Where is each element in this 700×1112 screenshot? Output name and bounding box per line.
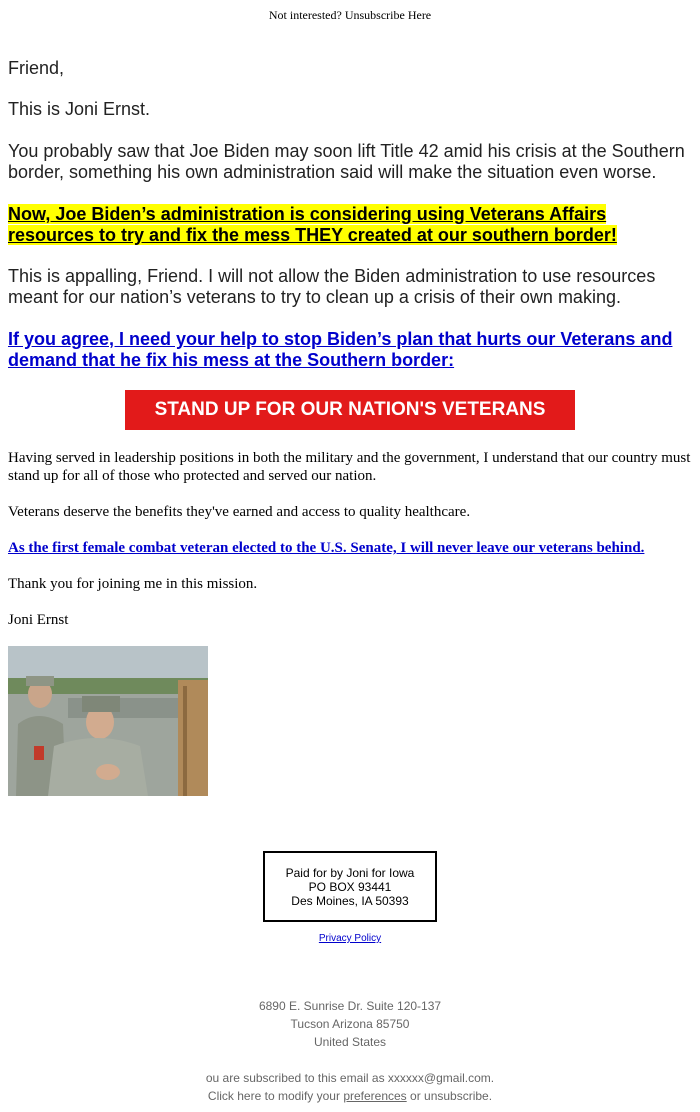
intro-text: This is Joni Ernst.: [8, 99, 151, 119]
deserve-paragraph: Veterans deserve the benefits they've earned and access to quality healthcare.: [8, 504, 471, 520]
stand-up-veterans-button[interactable]: STAND UP FOR OUR NATION'S VETERANS: [125, 390, 575, 430]
paid-line-3: Des Moines, IA 50393: [291, 893, 409, 908]
unsubscribe-link[interactable]: Not interested? Unsubscribe Here: [268, 8, 432, 22]
soldiers-photo: [8, 646, 208, 796]
signature: Joni Ernst: [8, 612, 69, 628]
modify-suffix: or unsubscribe.: [406, 1089, 493, 1103]
subscribed-text: ou are subscribed to this email as xxxxxx@gmail.com.: [205, 1071, 495, 1085]
greeting-text: Friend,: [8, 58, 65, 78]
privacy-container: [0, 933, 700, 944]
paid-for-box: [263, 851, 437, 922]
address-line-2: Tucson Arizona 85750: [290, 1017, 410, 1031]
female-veteran-paragraph: [8, 539, 692, 557]
appalling-paragraph: This is appalling, Friend. I will not allow the Biden administration to use resources meant for our nation’s veterans to try to clean up a crisis of their own making.: [8, 266, 656, 307]
modify-prefix: Click here to modify your: [207, 1089, 344, 1103]
paid-line-2: PO BOX 93441: [308, 879, 392, 894]
title42-paragraph: You probably saw that Joe Biden may soon lift Title 42 amid his crisis at the Southern border, something his own administration said will make the situation even worse.: [8, 141, 685, 182]
preferences-link[interactable]: preferences: [343, 1089, 407, 1103]
cta-container: [0, 390, 700, 430]
paid-line-1: Paid for by Joni for Iowa: [285, 865, 415, 880]
unsubscribe-bar: [0, 8, 700, 23]
address-line-1: 6890 E. Sunrise Dr. Suite 120-137: [258, 999, 442, 1013]
highlight-text: Now, Joe Biden’s administration is considering using Veterans Affairs resources to try and fix the mess THEY created at our southern border!: [8, 204, 617, 245]
highlight-paragraph: [8, 204, 692, 246]
thanks-paragraph: Thank you for joining me in this mission.: [8, 576, 258, 592]
subscription-note: [0, 1069, 700, 1105]
agree-paragraph: [8, 329, 692, 371]
privacy-policy-link[interactable]: Privacy Policy: [318, 933, 382, 944]
agree-link[interactable]: If you agree, I need your help to stop Biden’s plan that hurts our Veterans and demand that he fix his mess at the Southern border:: [8, 329, 673, 370]
served-paragraph: Having served in leadership positions in both the military and the government, I understand that our country must stand up for all of those who protected and served our nation.: [8, 450, 691, 484]
soldiers-photo-illustration: [8, 646, 208, 796]
mailing-address: [0, 997, 700, 1051]
female-veteran-link[interactable]: As the first female combat veteran elected to the U.S. Senate, I will never leave our veterans behind.: [8, 540, 645, 556]
modify-line: [0, 1087, 700, 1105]
address-line-3: United States: [313, 1035, 387, 1049]
